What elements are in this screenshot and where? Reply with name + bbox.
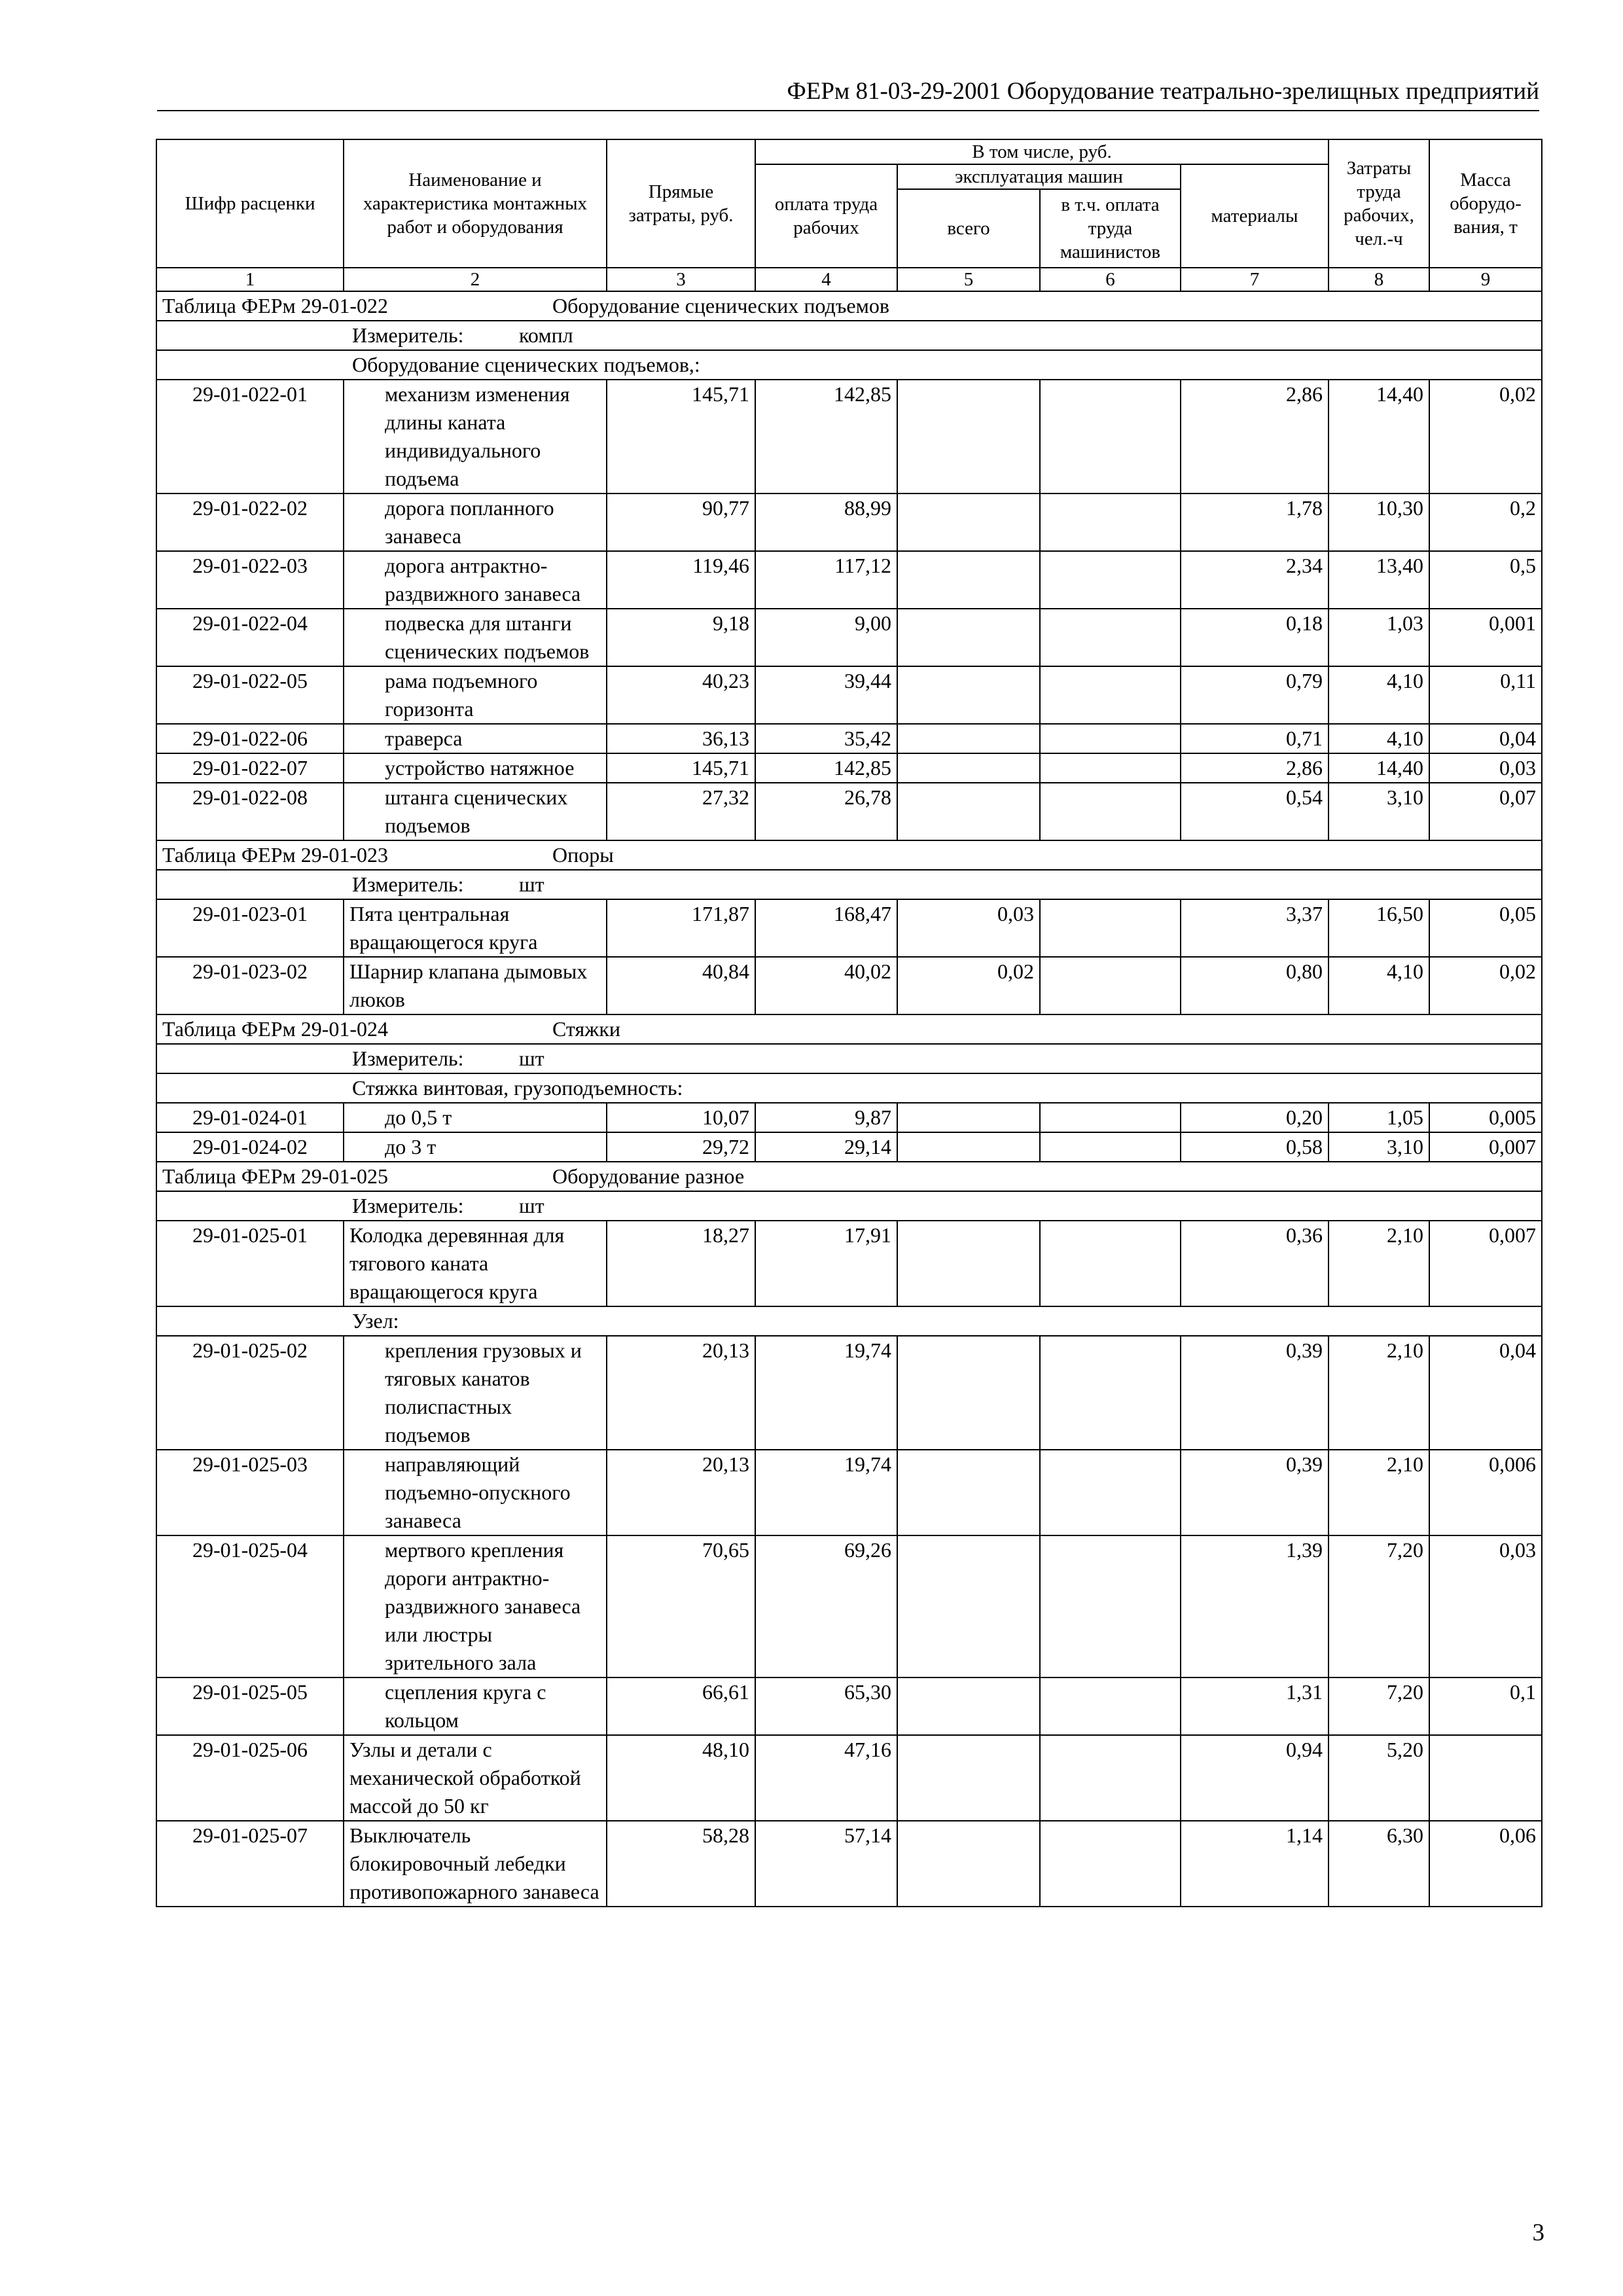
materials: 1,14 bbox=[1181, 1821, 1329, 1907]
work-name: направляющий подъемно-опускного занавеса bbox=[344, 1450, 607, 1535]
materials: 0,94 bbox=[1181, 1735, 1329, 1821]
machines-wages bbox=[1040, 1821, 1181, 1907]
table-row bbox=[156, 783, 1542, 840]
table-row bbox=[156, 724, 1542, 753]
work-name: Выключатель блокировочный лебедки противопожарного занавеса bbox=[344, 1821, 607, 1907]
rate-code: 29-01-022-05 bbox=[156, 666, 344, 724]
mass: 0,11 bbox=[1429, 666, 1542, 724]
wages: 65,30 bbox=[755, 1677, 897, 1735]
work-name: траверса bbox=[344, 724, 607, 753]
table-title bbox=[156, 1162, 1542, 1191]
machines-total bbox=[897, 551, 1040, 609]
col-name-header: Наименование и характеристика монтажных работ и оборудования bbox=[344, 139, 607, 268]
machines-total bbox=[897, 753, 1040, 783]
group-label: Оборудование сценических подъемов,: bbox=[352, 353, 700, 376]
labor: 2,10 bbox=[1329, 1336, 1429, 1450]
materials: 0,58 bbox=[1181, 1132, 1329, 1162]
column-numbers-row bbox=[156, 268, 1542, 291]
machines-total bbox=[897, 1450, 1040, 1535]
labor: 4,10 bbox=[1329, 957, 1429, 1014]
wages: 117,12 bbox=[755, 551, 897, 609]
mass bbox=[1429, 1735, 1542, 1821]
machines-wages bbox=[1040, 899, 1181, 957]
col-mass-header: Масса оборудо-вания, т bbox=[1429, 139, 1542, 268]
machines-wages bbox=[1040, 783, 1181, 840]
column-number: 5 bbox=[897, 268, 1040, 291]
machines-wages bbox=[1040, 493, 1181, 551]
machines-total bbox=[897, 666, 1040, 724]
unit-label: Измеритель: bbox=[352, 1047, 464, 1070]
direct-cost: 20,13 bbox=[607, 1450, 755, 1535]
rate-code: 29-01-022-04 bbox=[156, 609, 344, 666]
direct-cost: 66,61 bbox=[607, 1677, 755, 1735]
rate-code: 29-01-025-05 bbox=[156, 1677, 344, 1735]
table-row bbox=[156, 1103, 1542, 1132]
column-number: 3 bbox=[607, 268, 755, 291]
work-name: до 3 т bbox=[344, 1132, 607, 1162]
column-number: 8 bbox=[1329, 268, 1429, 291]
machines-wages bbox=[1040, 724, 1181, 753]
work-name: крепления грузовых и тяговых канатов полиспастных подъемов bbox=[344, 1336, 607, 1450]
table-row bbox=[156, 493, 1542, 551]
labor: 1,03 bbox=[1329, 609, 1429, 666]
work-name: устройство натяжное bbox=[344, 753, 607, 783]
machines-total bbox=[897, 1132, 1040, 1162]
rate-code: 29-01-022-06 bbox=[156, 724, 344, 753]
machines-total bbox=[897, 724, 1040, 753]
labor: 7,20 bbox=[1329, 1535, 1429, 1677]
col-materials-header: материалы bbox=[1181, 164, 1329, 268]
mass: 0,03 bbox=[1429, 753, 1542, 783]
materials: 2,86 bbox=[1181, 753, 1329, 783]
machines-wages bbox=[1040, 609, 1181, 666]
machines-wages bbox=[1040, 1336, 1181, 1450]
table-title-row bbox=[156, 291, 1542, 321]
labor: 1,05 bbox=[1329, 1103, 1429, 1132]
wages: 29,14 bbox=[755, 1132, 897, 1162]
unit-row bbox=[156, 1044, 1542, 1073]
table-code: Таблица ФЕРм 29-01-023 bbox=[162, 843, 389, 867]
direct-cost: 40,23 bbox=[607, 666, 755, 724]
materials: 0,79 bbox=[1181, 666, 1329, 724]
column-number: 6 bbox=[1040, 268, 1181, 291]
table-row bbox=[156, 1336, 1542, 1450]
work-name: подвеска для штанги сценических подъемов bbox=[344, 609, 607, 666]
rates-table bbox=[156, 139, 1543, 1907]
unit-cell bbox=[156, 870, 1542, 899]
table-row bbox=[156, 899, 1542, 957]
direct-cost: 171,87 bbox=[607, 899, 755, 957]
table-row bbox=[156, 1450, 1542, 1535]
labor: 10,30 bbox=[1329, 493, 1429, 551]
wages: 26,78 bbox=[755, 783, 897, 840]
mass: 0,02 bbox=[1429, 957, 1542, 1014]
materials: 0,20 bbox=[1181, 1103, 1329, 1132]
direct-cost: 36,13 bbox=[607, 724, 755, 753]
rate-code: 29-01-023-01 bbox=[156, 899, 344, 957]
unit-value: шт bbox=[519, 872, 544, 896]
work-name: Колодка деревянная для тягового каната вращающегося круга bbox=[344, 1221, 607, 1306]
rate-code: 29-01-022-01 bbox=[156, 380, 344, 493]
col-machines-wages-header: в т.ч. оплата труда машинистов bbox=[1040, 189, 1181, 268]
work-name: штанга сценических подъемов bbox=[344, 783, 607, 840]
labor: 14,40 bbox=[1329, 380, 1429, 493]
machines-total bbox=[897, 1735, 1040, 1821]
unit-cell bbox=[156, 321, 1542, 350]
table-heading: Опоры bbox=[552, 843, 614, 867]
materials: 0,39 bbox=[1181, 1450, 1329, 1535]
machines-total bbox=[897, 1221, 1040, 1306]
col-incl-header: В том числе, руб. bbox=[755, 139, 1329, 164]
table-row bbox=[156, 1535, 1542, 1677]
machines-wages bbox=[1040, 1103, 1181, 1132]
materials: 0,36 bbox=[1181, 1221, 1329, 1306]
rate-code: 29-01-025-01 bbox=[156, 1221, 344, 1306]
labor: 14,40 bbox=[1329, 753, 1429, 783]
rate-code: 29-01-025-02 bbox=[156, 1336, 344, 1450]
rate-code: 29-01-024-02 bbox=[156, 1132, 344, 1162]
unit-value: шт bbox=[519, 1047, 544, 1070]
work-name: рама подъемного горизонта bbox=[344, 666, 607, 724]
materials: 0,39 bbox=[1181, 1336, 1329, 1450]
col-code-header: Шифр расценки bbox=[156, 139, 344, 268]
wages: 57,14 bbox=[755, 1821, 897, 1907]
direct-cost: 29,72 bbox=[607, 1132, 755, 1162]
direct-cost: 90,77 bbox=[607, 493, 755, 551]
unit-cell bbox=[156, 1044, 1542, 1073]
group-label: Стяжка винтовая, грузоподъемность: bbox=[352, 1076, 683, 1100]
work-name: Узлы и детали с механической обработкой массой до 50 кг bbox=[344, 1735, 607, 1821]
materials: 2,86 bbox=[1181, 380, 1329, 493]
column-number: 7 bbox=[1181, 268, 1329, 291]
col-direct-header: Прямые затраты, руб. bbox=[607, 139, 755, 268]
rate-code: 29-01-025-04 bbox=[156, 1535, 344, 1677]
rate-code: 29-01-022-08 bbox=[156, 783, 344, 840]
unit-row bbox=[156, 1191, 1542, 1221]
unit-value: компл bbox=[519, 323, 573, 347]
group-cell bbox=[156, 1073, 1542, 1103]
group-cell bbox=[156, 1306, 1542, 1336]
machines-total bbox=[897, 1103, 1040, 1132]
work-name: Шарнир клапана дымовых люков bbox=[344, 957, 607, 1014]
machines-wages bbox=[1040, 1221, 1181, 1306]
column-number: 4 bbox=[755, 268, 897, 291]
direct-cost: 145,71 bbox=[607, 380, 755, 493]
mass: 0,007 bbox=[1429, 1132, 1542, 1162]
rate-code: 29-01-025-03 bbox=[156, 1450, 344, 1535]
col-labor-header: Затраты труда рабочих, чел.-ч bbox=[1329, 139, 1429, 268]
table-row bbox=[156, 380, 1542, 493]
direct-cost: 48,10 bbox=[607, 1735, 755, 1821]
page-number: 3 bbox=[1532, 2219, 1544, 2246]
table-row bbox=[156, 551, 1542, 609]
direct-cost: 10,07 bbox=[607, 1103, 755, 1132]
rate-code: 29-01-022-07 bbox=[156, 753, 344, 783]
mass: 0,02 bbox=[1429, 380, 1542, 493]
rate-code: 29-01-024-01 bbox=[156, 1103, 344, 1132]
table-code: Таблица ФЕРм 29-01-022 bbox=[162, 294, 389, 317]
direct-cost: 119,46 bbox=[607, 551, 755, 609]
mass: 0,005 bbox=[1429, 1103, 1542, 1132]
rate-code: 29-01-022-03 bbox=[156, 551, 344, 609]
work-name: механизм изменения длины каната индивидуального подъема bbox=[344, 380, 607, 493]
table-title bbox=[156, 840, 1542, 870]
labor: 4,10 bbox=[1329, 666, 1429, 724]
wages: 88,99 bbox=[755, 493, 897, 551]
unit-row bbox=[156, 321, 1542, 350]
table-title-row bbox=[156, 1162, 1542, 1191]
wages: 69,26 bbox=[755, 1535, 897, 1677]
table-title bbox=[156, 1014, 1542, 1044]
direct-cost: 27,32 bbox=[607, 783, 755, 840]
col-machines-header: эксплуатация машин bbox=[897, 164, 1181, 189]
mass: 0,006 bbox=[1429, 1450, 1542, 1535]
running-title: ФЕРм 81-03-29-2001 Оборудование театрально-зрелищных предприятий bbox=[787, 78, 1539, 105]
table-header bbox=[156, 139, 1542, 291]
direct-cost: 18,27 bbox=[607, 1221, 755, 1306]
wages: 168,47 bbox=[755, 899, 897, 957]
machines-wages bbox=[1040, 1535, 1181, 1677]
machines-wages bbox=[1040, 753, 1181, 783]
table-row bbox=[156, 609, 1542, 666]
wages: 142,85 bbox=[755, 753, 897, 783]
direct-cost: 20,13 bbox=[607, 1336, 755, 1450]
work-name: дорога попланного занавеса bbox=[344, 493, 607, 551]
direct-cost: 58,28 bbox=[607, 1821, 755, 1907]
machines-wages bbox=[1040, 1677, 1181, 1735]
wages: 35,42 bbox=[755, 724, 897, 753]
materials: 2,34 bbox=[1181, 551, 1329, 609]
wages: 17,91 bbox=[755, 1221, 897, 1306]
labor: 7,20 bbox=[1329, 1677, 1429, 1735]
machines-wages bbox=[1040, 1132, 1181, 1162]
machines-total bbox=[897, 380, 1040, 493]
mass: 0,03 bbox=[1429, 1535, 1542, 1677]
materials: 0,80 bbox=[1181, 957, 1329, 1014]
mass: 0,05 bbox=[1429, 899, 1542, 957]
labor: 2,10 bbox=[1329, 1221, 1429, 1306]
rate-code: 29-01-022-02 bbox=[156, 493, 344, 551]
machines-total bbox=[897, 783, 1040, 840]
unit-label: Измеритель: bbox=[352, 1194, 464, 1217]
table-row bbox=[156, 1221, 1542, 1306]
group-row bbox=[156, 1073, 1542, 1103]
materials: 0,54 bbox=[1181, 783, 1329, 840]
mass: 0,007 bbox=[1429, 1221, 1542, 1306]
materials: 0,18 bbox=[1181, 609, 1329, 666]
header-rule bbox=[157, 110, 1539, 111]
materials: 0,71 bbox=[1181, 724, 1329, 753]
group-row bbox=[156, 350, 1542, 380]
table-code: Таблица ФЕРм 29-01-024 bbox=[162, 1017, 389, 1041]
wages: 47,16 bbox=[755, 1735, 897, 1821]
mass: 0,04 bbox=[1429, 724, 1542, 753]
unit-value: шт bbox=[519, 1194, 544, 1217]
column-number: 2 bbox=[344, 268, 607, 291]
rate-code: 29-01-025-07 bbox=[156, 1821, 344, 1907]
unit-row bbox=[156, 870, 1542, 899]
mass: 0,2 bbox=[1429, 493, 1542, 551]
mass: 0,06 bbox=[1429, 1821, 1542, 1907]
work-name: дорога антрактно-раздвижного занавеса bbox=[344, 551, 607, 609]
table-row bbox=[156, 1821, 1542, 1907]
col-wages-header: оплата труда рабочих bbox=[755, 164, 897, 268]
wages: 40,02 bbox=[755, 957, 897, 1014]
labor: 13,40 bbox=[1329, 551, 1429, 609]
wages: 142,85 bbox=[755, 380, 897, 493]
table-heading: Оборудование разное bbox=[552, 1164, 745, 1188]
machines-total bbox=[897, 1677, 1040, 1735]
direct-cost: 40,84 bbox=[607, 957, 755, 1014]
table-row bbox=[156, 666, 1542, 724]
wages: 19,74 bbox=[755, 1336, 897, 1450]
machines-wages bbox=[1040, 1450, 1181, 1535]
work-name: мертвого крепления дороги антрактно-раздвижного занавеса или люстры зрительного зала bbox=[344, 1535, 607, 1677]
mass: 0,001 bbox=[1429, 609, 1542, 666]
labor: 2,10 bbox=[1329, 1450, 1429, 1535]
wages: 9,00 bbox=[755, 609, 897, 666]
table-body bbox=[156, 291, 1542, 1907]
rate-code: 29-01-025-06 bbox=[156, 1735, 344, 1821]
work-name: сцепления круга с кольцом bbox=[344, 1677, 607, 1735]
group-cell bbox=[156, 350, 1542, 380]
mass: 0,5 bbox=[1429, 551, 1542, 609]
column-number: 1 bbox=[156, 268, 344, 291]
labor: 5,20 bbox=[1329, 1735, 1429, 1821]
machines-wages bbox=[1040, 666, 1181, 724]
mass: 0,07 bbox=[1429, 783, 1542, 840]
materials: 1,39 bbox=[1181, 1535, 1329, 1677]
group-label: Узел: bbox=[352, 1309, 399, 1333]
mass: 0,04 bbox=[1429, 1336, 1542, 1450]
direct-cost: 70,65 bbox=[607, 1535, 755, 1677]
table-title bbox=[156, 291, 1542, 321]
direct-cost: 9,18 bbox=[607, 609, 755, 666]
wages: 19,74 bbox=[755, 1450, 897, 1535]
unit-cell bbox=[156, 1191, 1542, 1221]
machines-total: 0,02 bbox=[897, 957, 1040, 1014]
table-row bbox=[156, 1735, 1542, 1821]
labor: 16,50 bbox=[1329, 899, 1429, 957]
machines-wages bbox=[1040, 380, 1181, 493]
table-row bbox=[156, 1132, 1542, 1162]
materials: 3,37 bbox=[1181, 899, 1329, 957]
table-row bbox=[156, 957, 1542, 1014]
unit-label: Измеритель: bbox=[352, 872, 464, 896]
table-title-row bbox=[156, 840, 1542, 870]
machines-total bbox=[897, 1535, 1040, 1677]
table-row bbox=[156, 753, 1542, 783]
labor: 3,10 bbox=[1329, 783, 1429, 840]
wages: 9,87 bbox=[755, 1103, 897, 1132]
machines-total bbox=[897, 493, 1040, 551]
group-row bbox=[156, 1306, 1542, 1336]
machines-wages bbox=[1040, 551, 1181, 609]
unit-label: Измеритель: bbox=[352, 323, 464, 347]
mass: 0,1 bbox=[1429, 1677, 1542, 1735]
materials: 1,31 bbox=[1181, 1677, 1329, 1735]
labor: 3,10 bbox=[1329, 1132, 1429, 1162]
table-title-row bbox=[156, 1014, 1542, 1044]
machines-total bbox=[897, 1336, 1040, 1450]
column-number: 9 bbox=[1429, 268, 1542, 291]
labor: 4,10 bbox=[1329, 724, 1429, 753]
table-row bbox=[156, 1677, 1542, 1735]
materials: 1,78 bbox=[1181, 493, 1329, 551]
table-heading: Стяжки bbox=[552, 1017, 620, 1041]
work-name: Пята центральная вращающегося круга bbox=[344, 899, 607, 957]
work-name: до 0,5 т bbox=[344, 1103, 607, 1132]
machines-wages bbox=[1040, 1735, 1181, 1821]
labor: 6,30 bbox=[1329, 1821, 1429, 1907]
machines-wages bbox=[1040, 957, 1181, 1014]
machines-total bbox=[897, 609, 1040, 666]
machines-total bbox=[897, 1821, 1040, 1907]
col-machines-total-header: всего bbox=[897, 189, 1040, 268]
rate-code: 29-01-023-02 bbox=[156, 957, 344, 1014]
direct-cost: 145,71 bbox=[607, 753, 755, 783]
machines-total: 0,03 bbox=[897, 899, 1040, 957]
table-heading: Оборудование сценических подъемов bbox=[552, 294, 889, 317]
table-code: Таблица ФЕРм 29-01-025 bbox=[162, 1164, 389, 1188]
wages: 39,44 bbox=[755, 666, 897, 724]
